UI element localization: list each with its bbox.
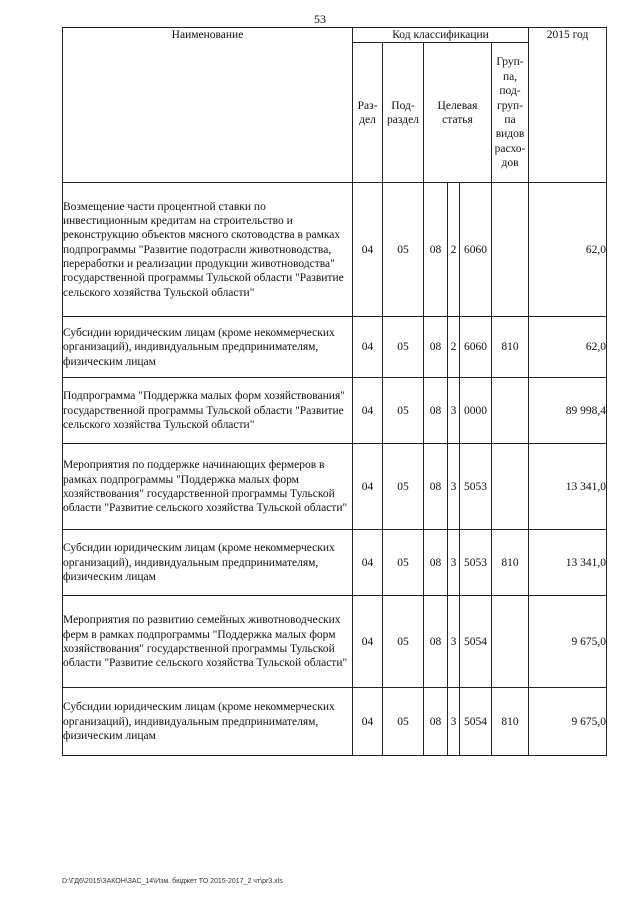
row-article-program: 08 xyxy=(424,444,448,530)
row-name: Субсидии юридическим лицам (кроме некоммерческих организаций), индивидуальным предпринимателям, физическим лицам xyxy=(63,688,353,756)
table-row xyxy=(63,378,607,444)
header-name: Наименование xyxy=(63,28,353,183)
row-subsection: 05 xyxy=(383,688,424,756)
row-expense-group: 810 xyxy=(492,317,529,378)
row-expense-group xyxy=(492,444,529,530)
table-row xyxy=(63,596,607,688)
row-section: 04 xyxy=(353,688,383,756)
row-article-direction: 5054 xyxy=(460,596,492,688)
row-expense-group: 810 xyxy=(492,530,529,596)
row-name: Мероприятия по поддержке начинающих фермеров в рамках подпрограммы "Поддержка малых форм хозяйствования" государственной программы Тульской области "Развитие сельского хозяйства Тульской области" xyxy=(63,444,353,530)
row-amount: 13 341,0 xyxy=(529,444,607,530)
row-article-direction: 5053 xyxy=(460,444,492,530)
row-amount: 9 675,0 xyxy=(529,688,607,756)
header-classification-code: Код классификации xyxy=(353,28,529,43)
page-number: 53 xyxy=(314,12,326,26)
table-row xyxy=(63,183,607,317)
row-name: Мероприятия по развитию семейных животноводческих ферм в рамках подпрограммы "Поддержка малых форм хозяйствования" государственной программы Тульской области "Развитие сельского хозяйства Тульской области" xyxy=(63,596,353,688)
row-subsection: 05 xyxy=(383,378,424,444)
row-section: 04 xyxy=(353,317,383,378)
row-article-subprogram: 3 xyxy=(448,444,460,530)
row-subsection: 05 xyxy=(383,444,424,530)
row-article-program: 08 xyxy=(424,183,448,317)
header-target-article: Целевая статья xyxy=(424,43,492,183)
row-section: 04 xyxy=(353,530,383,596)
row-expense-group xyxy=(492,596,529,688)
table-row xyxy=(63,317,607,378)
row-amount: 62,0 xyxy=(529,183,607,317)
row-subsection: 05 xyxy=(383,596,424,688)
row-article-subprogram: 2 xyxy=(448,317,460,378)
row-amount: 89 998,4 xyxy=(529,378,607,444)
row-expense-group xyxy=(492,378,529,444)
row-article-subprogram: 3 xyxy=(448,688,460,756)
table-row xyxy=(63,688,607,756)
budget-table xyxy=(62,27,607,756)
row-article-program: 08 xyxy=(424,688,448,756)
row-article-subprogram: 3 xyxy=(448,530,460,596)
header-section: Раз- дел xyxy=(353,43,383,183)
row-article-direction: 6060 xyxy=(460,317,492,378)
row-article-program: 08 xyxy=(424,530,448,596)
header-expense-group: Груп- па, под- груп- па видов расхо- дов xyxy=(492,43,529,183)
row-article-subprogram: 3 xyxy=(448,378,460,444)
row-article-subprogram: 3 xyxy=(448,596,460,688)
table-row xyxy=(63,530,607,596)
row-article-direction: 5054 xyxy=(460,688,492,756)
row-name: Субсидии юридическим лицам (кроме некоммерческих организаций), индивидуальным предпринимателям, физическим лицам xyxy=(63,530,353,596)
row-article-program: 08 xyxy=(424,378,448,444)
row-subsection: 05 xyxy=(383,317,424,378)
row-name: Возмещение части процентной ставки по инвестиционным кредитам на строительство и реконструкцию объектов мясного скотоводства в рамках подпрограммы "Развитие подотрасли животноводства, переработки и реализации продукции животноводства" государственной программы Тульской области "Развитие сельского хозяйства Тульской области" xyxy=(63,183,353,317)
row-name: Субсидии юридическим лицам (кроме некоммерческих организаций), индивидуальным предпринимателям, физическим лицам xyxy=(63,317,353,378)
row-article-direction: 0000 xyxy=(460,378,492,444)
row-article-subprogram: 2 xyxy=(448,183,460,317)
row-article-direction: 5053 xyxy=(460,530,492,596)
row-subsection: 05 xyxy=(383,530,424,596)
row-section: 04 xyxy=(353,183,383,317)
row-expense-group: 810 xyxy=(492,688,529,756)
row-amount: 62,0 xyxy=(529,317,607,378)
row-section: 04 xyxy=(353,378,383,444)
row-section: 04 xyxy=(353,444,383,530)
row-expense-group xyxy=(492,183,529,317)
row-article-program: 08 xyxy=(424,596,448,688)
row-article-direction: 6060 xyxy=(460,183,492,317)
table-row xyxy=(63,444,607,530)
header-subsection: Под- раздел xyxy=(383,43,424,183)
row-amount: 13 341,0 xyxy=(529,530,607,596)
row-subsection: 05 xyxy=(383,183,424,317)
file-path-footer: D:\ГД6\2015\ЗАКОН\ЗАС_14\Изм. бюджет ТО 2015-2017_2 чт\pr3.xls xyxy=(62,878,283,885)
header-year: 2015 год xyxy=(529,28,607,183)
row-name: Подпрограмма "Поддержка малых форм хозяйствования" государственной программы Тульской области "Развитие сельского хозяйства Тульской области" xyxy=(63,378,353,444)
row-section: 04 xyxy=(353,596,383,688)
row-amount: 9 675,0 xyxy=(529,596,607,688)
row-article-program: 08 xyxy=(424,317,448,378)
